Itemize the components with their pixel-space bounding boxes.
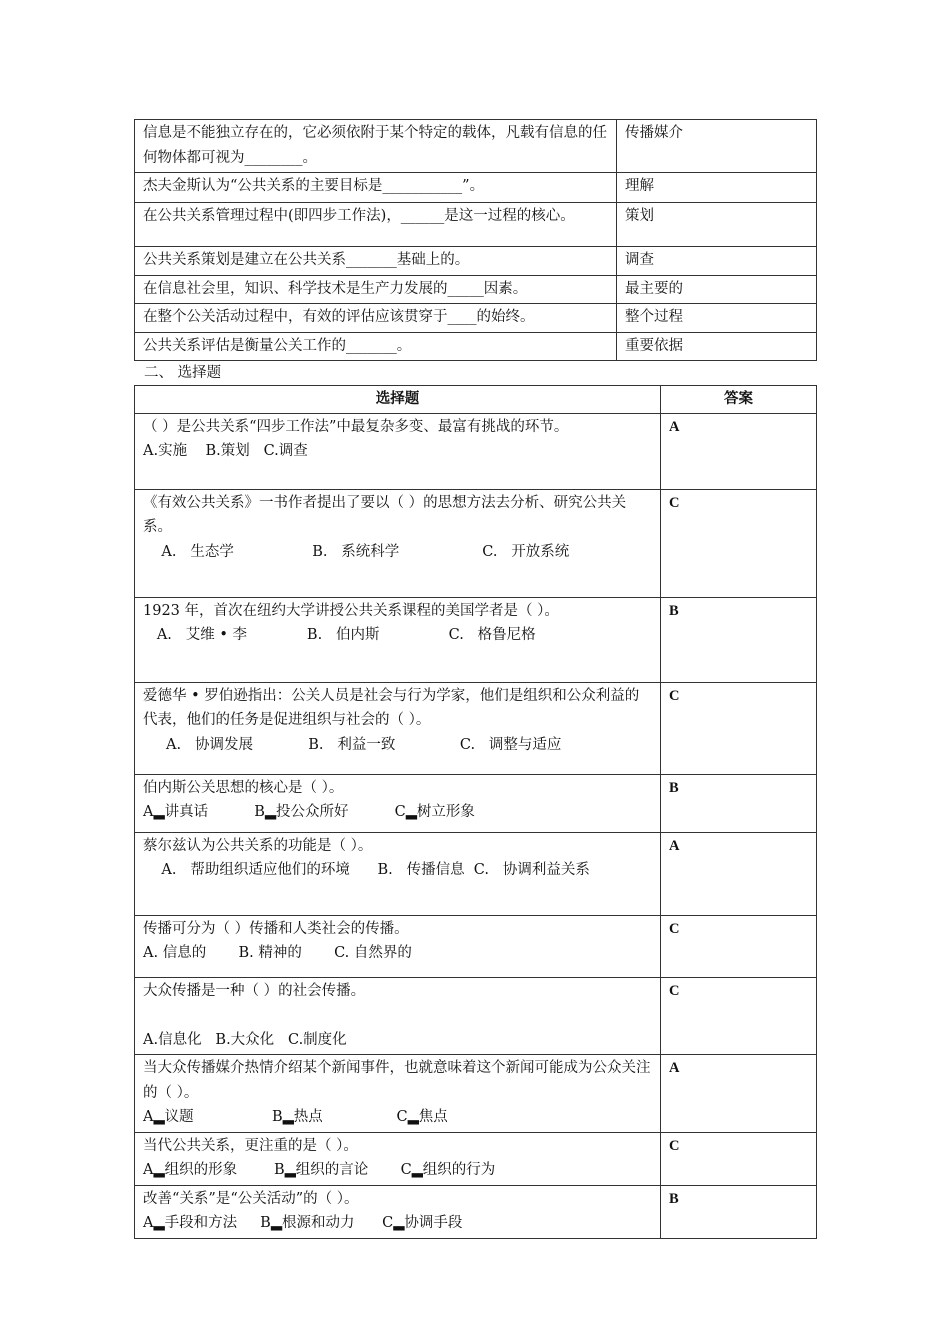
question-text: 改善“关系”是“公关活动”的（ ）。 [143,1190,359,1207]
question-cell [135,774,661,832]
question-text: 爱德华 • 罗伯逊指出：公关人员是社会与行为学家，他们是组织和公众利益的代表，他们的任务是促进组织与社会的（ ）。 [143,687,640,728]
table-row [135,247,817,276]
options-text: A▂议题 B▂热点 C▂焦点 [143,1109,448,1125]
answer-cell: C [661,682,817,774]
answer-cell: C [661,489,817,597]
options-text: A. 艾维 • 李 B. 伯内斯 C. 格鲁尼格 [143,627,536,643]
question-cell [135,489,661,597]
table-row [135,489,817,597]
question-cell: 在公共关系管理过程中(即四步工作法)，______是这一过程的核心。 [143,208,575,224]
question-text: （ ）是公共关系“四步工作法”中最复杂多变、最富有挑战的环节。 [143,418,569,435]
answer-cell: 传播媒介 [617,120,817,173]
answer-cell: 重要依据 [617,332,817,361]
choice-table [134,385,817,1239]
answer-cell: 最主要的 [617,275,817,304]
question-cell [135,977,661,1055]
options-text: A.实施 B.策划 C.调查 [143,443,308,459]
answer-cell: C [661,915,817,977]
answer-cell: 策划 [617,203,817,247]
section-title: 二、 选择题 [144,365,222,381]
column-header-answer: 答案 [661,386,817,414]
question-cell: 公共关系策划是建立在公共关系_______基础上的。 [135,247,617,276]
question-cell [135,1132,661,1185]
question-cell: 信息是不能独立存在的，它必须依附于某个特定的载体，凡载有信息的任何物体都可视为________。 [135,120,617,173]
table-row [135,1055,817,1133]
options-text: A. 协调发展 B. 利益一致 C. 调整与适应 [143,736,562,753]
table-row [135,915,817,977]
question-cell: 公共关系评估是衡量公关工作的_______。 [135,332,617,361]
answer-cell: A [661,1055,817,1133]
options-text: A▂讲真话 B▂投公众所好 C▂树立形象 [143,804,475,820]
question-text: 《有效公共关系》一书作者提出了要以（ ）的思想方法去分析、研究公共关系。 [143,494,627,535]
options-text: A.信息化 B.大众化 C.制度化 [143,1031,347,1048]
answer-cell: 整个过程 [617,304,817,333]
answer-cell: C [661,977,817,1055]
answer-cell: 理解 [617,173,817,203]
question-text: 当大众传播媒介热情介绍某个新闻事件，也就意味着这个新闻可能成为公众关注的（ ）。 [143,1060,651,1101]
options-text: A. 生态学 B. 系统科学 C. 开放系统 [143,543,570,560]
question-text: 当代公共关系，更注重的是（ ）。 [143,1137,358,1154]
answer-cell: B [661,597,817,682]
options-text: A. 帮助组织适应他们的环境 B. 传播信息 C. 协调利益关系 [143,862,590,878]
table-row [135,304,817,333]
table-row [135,1132,817,1185]
table-row [135,977,817,1055]
question-cell [135,1055,661,1133]
question-text: 大众传播是一种（ ）的社会传播。 [143,982,366,999]
fill-in-table [134,119,817,361]
table-row [135,332,817,361]
question-cell: 在整个公关活动过程中，有效的评估应该贯穿于____的始终。 [135,304,617,333]
table-row [135,173,817,203]
column-header-question: 选择题 [135,386,661,414]
question-cell [135,1185,661,1238]
question-cell [135,682,661,774]
answer-cell: A [661,413,817,489]
table-row [135,203,817,247]
answer-cell: A [661,832,817,915]
answer-cell: C [661,1132,817,1185]
table-row [135,774,817,832]
table-row [135,275,817,304]
question-cell [135,413,661,489]
table-row [135,120,817,173]
table-row [135,832,817,915]
question-text: 1923 年，首次在纽约大学讲授公共关系课程的美国学者是（ ）。 [143,602,559,619]
table-row [135,682,817,774]
answer-cell: B [661,1185,817,1238]
table-header-row [135,386,817,414]
question-text: 蔡尔兹认为公共关系的功能是（ ）。 [143,837,373,854]
question-text: 伯内斯公关思想的核心是（ ）。 [143,779,344,796]
table-row [135,413,817,489]
table-row [135,597,817,682]
answer-cell: 调查 [617,247,817,276]
table-row [135,1185,817,1238]
question-cell: 杰夫金斯认为“公共关系的主要目标是___________”。 [135,173,617,203]
question-cell [135,832,661,915]
options-text: A▂手段和方法 B▂根源和动力 C▂协调手段 [143,1215,463,1231]
question-text: 传播可分为（ ）传播和人类社会的传播。 [143,920,409,937]
question-cell [135,597,661,682]
question-cell [135,915,661,977]
answer-cell: B [661,774,817,832]
document [134,119,816,1239]
options-text: A. 信息的 B. 精神的 C. 自然界的 [143,945,412,961]
question-cell: 在信息社会里，知识、科学技术是生产力发展的_____因素。 [135,275,617,304]
options-text: A▂组织的形象 B▂组织的言论 C▂组织的行为 [143,1162,496,1178]
